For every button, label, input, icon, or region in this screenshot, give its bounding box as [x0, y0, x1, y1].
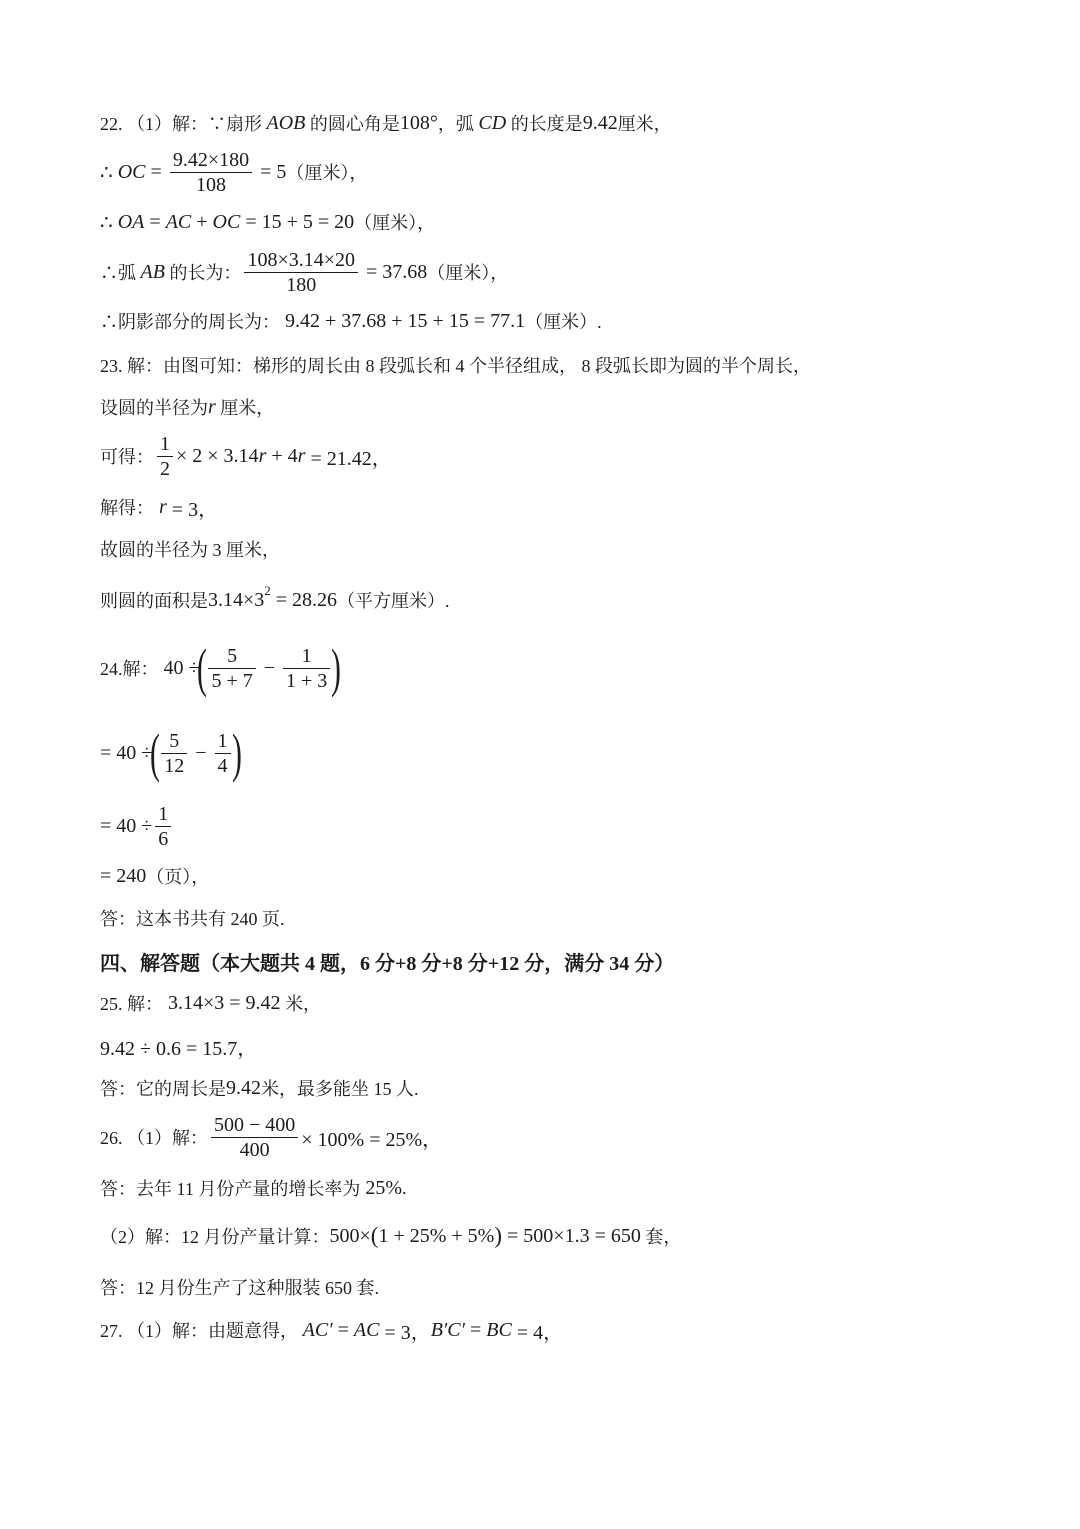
unit: （页）， [146, 867, 210, 887]
radius-conclusion: 故圆的半径为 3 厘米， [100, 540, 280, 560]
area-label: 则圆的面积是 [100, 591, 208, 611]
variable-r: r [297, 444, 306, 467]
fraction [208, 644, 255, 693]
fraction-numerator: 9.42×180 [170, 148, 252, 173]
expression-part: 40 ÷ [158, 656, 200, 679]
fraction [244, 248, 358, 297]
variable-oc: OC [212, 210, 241, 233]
fraction-denominator: 108 [195, 173, 226, 196]
variable-bc: BC [486, 1318, 512, 1341]
q25-label: 25. 解： [100, 994, 163, 1014]
q23-intro-text: 23. 解：由图可知：梯形的周长由 8 段弧长和 4 个半径组成， 8 段弧长即为圆的半个周长， [100, 356, 811, 376]
result: = 3， [166, 498, 219, 521]
expression-part: + 4 [266, 444, 298, 467]
section-heading-text: 四、解答题（本大题共 4 题，6 分+8 分+8 分+12 分，满分 34 分） [100, 952, 675, 975]
fraction [283, 644, 330, 693]
answer-text: 答：去年 11 月份产量的增长率为 [100, 1179, 361, 1199]
equation-label: 可得： [100, 447, 154, 467]
answer-text: 答：它的周长是 [100, 1079, 226, 1099]
fraction-numerator: 500 − 400 [211, 1113, 298, 1138]
q22-length-value: 9.42 [582, 111, 618, 134]
q22-length-unit: 厘米， [617, 114, 672, 134]
q24-line-1 [100, 638, 342, 698]
fraction-denominator: 12 [164, 754, 185, 777]
variable-ac: AC [165, 210, 192, 233]
variable-ac: AC [353, 1318, 380, 1341]
equals-sign: = [465, 1318, 487, 1341]
unit: （厘米）， [427, 263, 509, 283]
q22-arc-label: ，弧 [437, 114, 479, 134]
unit: （平方厘米）. [337, 591, 450, 611]
equals-sign: = [145, 160, 167, 183]
q22-intro-text: 22. （1）解：∵扇形 [100, 114, 267, 134]
unit: 厘米， [215, 398, 275, 418]
fraction-numerator: 1 [157, 432, 173, 457]
result: = 5 [255, 160, 287, 183]
fraction-numerator: 1 [283, 644, 330, 669]
answer-end: . [402, 1177, 407, 1198]
result: = 240 [100, 864, 147, 887]
right-paren: ) [494, 1223, 503, 1248]
expression-part: = 40 ÷ [100, 814, 153, 837]
result: × 100% = 25%， [301, 1128, 443, 1151]
assumption-text: 设圆的半径为 [100, 398, 208, 418]
unit: （厘米）. [525, 312, 602, 332]
expression: 3.14×3 = 9.42 [163, 991, 281, 1014]
result: = 15 + 5 = 20 [240, 210, 355, 233]
result: = 500×1.3 = 650 [502, 1224, 641, 1247]
answer-text: 米，最多能坐 15 人. [261, 1079, 419, 1099]
fraction [170, 148, 252, 197]
variable-ab: AB [140, 260, 165, 283]
therefore-symbol: ∴ [100, 161, 118, 184]
expression-part: = 40 ÷ [100, 741, 153, 764]
q24-line-2 [100, 723, 240, 783]
fraction [215, 729, 231, 778]
equals-sign: = [332, 1318, 354, 1341]
left-paren: ( [197, 638, 208, 698]
right-paren: ) [331, 638, 342, 698]
unit: （厘米）， [286, 163, 368, 183]
expression-part: × 2 × 3.14 [176, 444, 259, 467]
answer-value: 25% [360, 1176, 403, 1199]
fraction-denominator: 180 [286, 273, 317, 296]
q22-length-label: 的长度是 [506, 114, 583, 134]
right-paren: ) [231, 723, 242, 783]
plus-sign: + [191, 210, 213, 233]
result: = 37.68 [361, 260, 428, 283]
q27-label: 27. （1）解：由题意得， [100, 1321, 298, 1341]
result: = 4， [511, 1321, 564, 1344]
variable-ac-prime: AC′ [298, 1318, 333, 1341]
q26-part2-label: （2）解：12 月份产量计算： [100, 1227, 330, 1247]
fraction-numerator: 5 [161, 729, 187, 754]
solution-label: 解得： [100, 498, 154, 518]
q27-line-1 [100, 1300, 563, 1360]
equals-sign: = [144, 210, 166, 233]
q22-angle-label: 的圆心角是 [305, 114, 400, 134]
variable-r: r [208, 395, 216, 418]
variable-b-prime-c-prime: B′C′ [430, 1318, 466, 1341]
fraction-denominator: 1 + 3 [286, 669, 328, 692]
expression-part: 1 + 25% + 5% [378, 1224, 495, 1247]
answer-text: 答：这本书共有 240 页. [100, 909, 285, 929]
therefore-symbol: ∴ [100, 211, 118, 234]
variable-oa: OA [117, 210, 145, 233]
perimeter-label: ∴阴影部分的周长为： [100, 312, 280, 332]
variable-cd: CD [478, 111, 507, 134]
fraction [155, 802, 171, 851]
fraction-numerator: 5 [208, 644, 255, 669]
result: = 28.26 [270, 588, 338, 611]
q22-angle-value: 108° [399, 111, 438, 134]
variable-aob: AOB [266, 111, 306, 134]
fraction-denominator: 6 [158, 827, 169, 850]
fraction-denominator: 4 [217, 754, 228, 777]
arc-label: ∴弧 [100, 263, 141, 283]
arc-length-label: 的长为： [164, 263, 242, 283]
fraction-denominator: 2 [160, 457, 170, 480]
perimeter-expression: 9.42 + 37.68 + 15 + 15 = 77.1 [280, 309, 526, 332]
fraction-denominator: 5 + 7 [211, 669, 253, 692]
variable-r: r [258, 444, 267, 467]
variable-r: r [154, 495, 167, 518]
left-paren: ( [370, 1223, 379, 1248]
fraction-numerator: 108×3.14×20 [244, 248, 358, 273]
minus-sign: − [258, 656, 281, 679]
expression-part: 500× [329, 1224, 371, 1247]
fraction-denominator: 400 [239, 1138, 270, 1161]
answer-value: 9.42 [226, 1076, 261, 1099]
result: = 21.42， [305, 447, 392, 470]
minus-sign: − [190, 741, 212, 764]
q24-label: 24.解： [100, 659, 159, 679]
result: = 3， [379, 1321, 431, 1344]
fraction [161, 729, 187, 778]
q23-line-6 [100, 570, 450, 630]
expression: 9.42 ÷ 0.6 = 15.7， [100, 1037, 258, 1060]
answer-text: 答：12 月份生产了这种服装 650 套. [100, 1278, 379, 1298]
variable-oc: OC [117, 160, 146, 183]
unit: （厘米）， [354, 213, 436, 233]
exponent: 2 [264, 583, 271, 598]
left-paren: ( [150, 723, 161, 783]
fraction [211, 1113, 298, 1162]
fraction-numerator: 1 [155, 802, 171, 827]
q26-label: 26. （1）解： [100, 1128, 208, 1148]
fraction-numerator: 1 [215, 729, 231, 754]
area-expression: 3.14×3 [208, 588, 265, 611]
unit: 米， [280, 994, 322, 1014]
fraction [157, 432, 173, 481]
unit: 套， [640, 1227, 682, 1247]
